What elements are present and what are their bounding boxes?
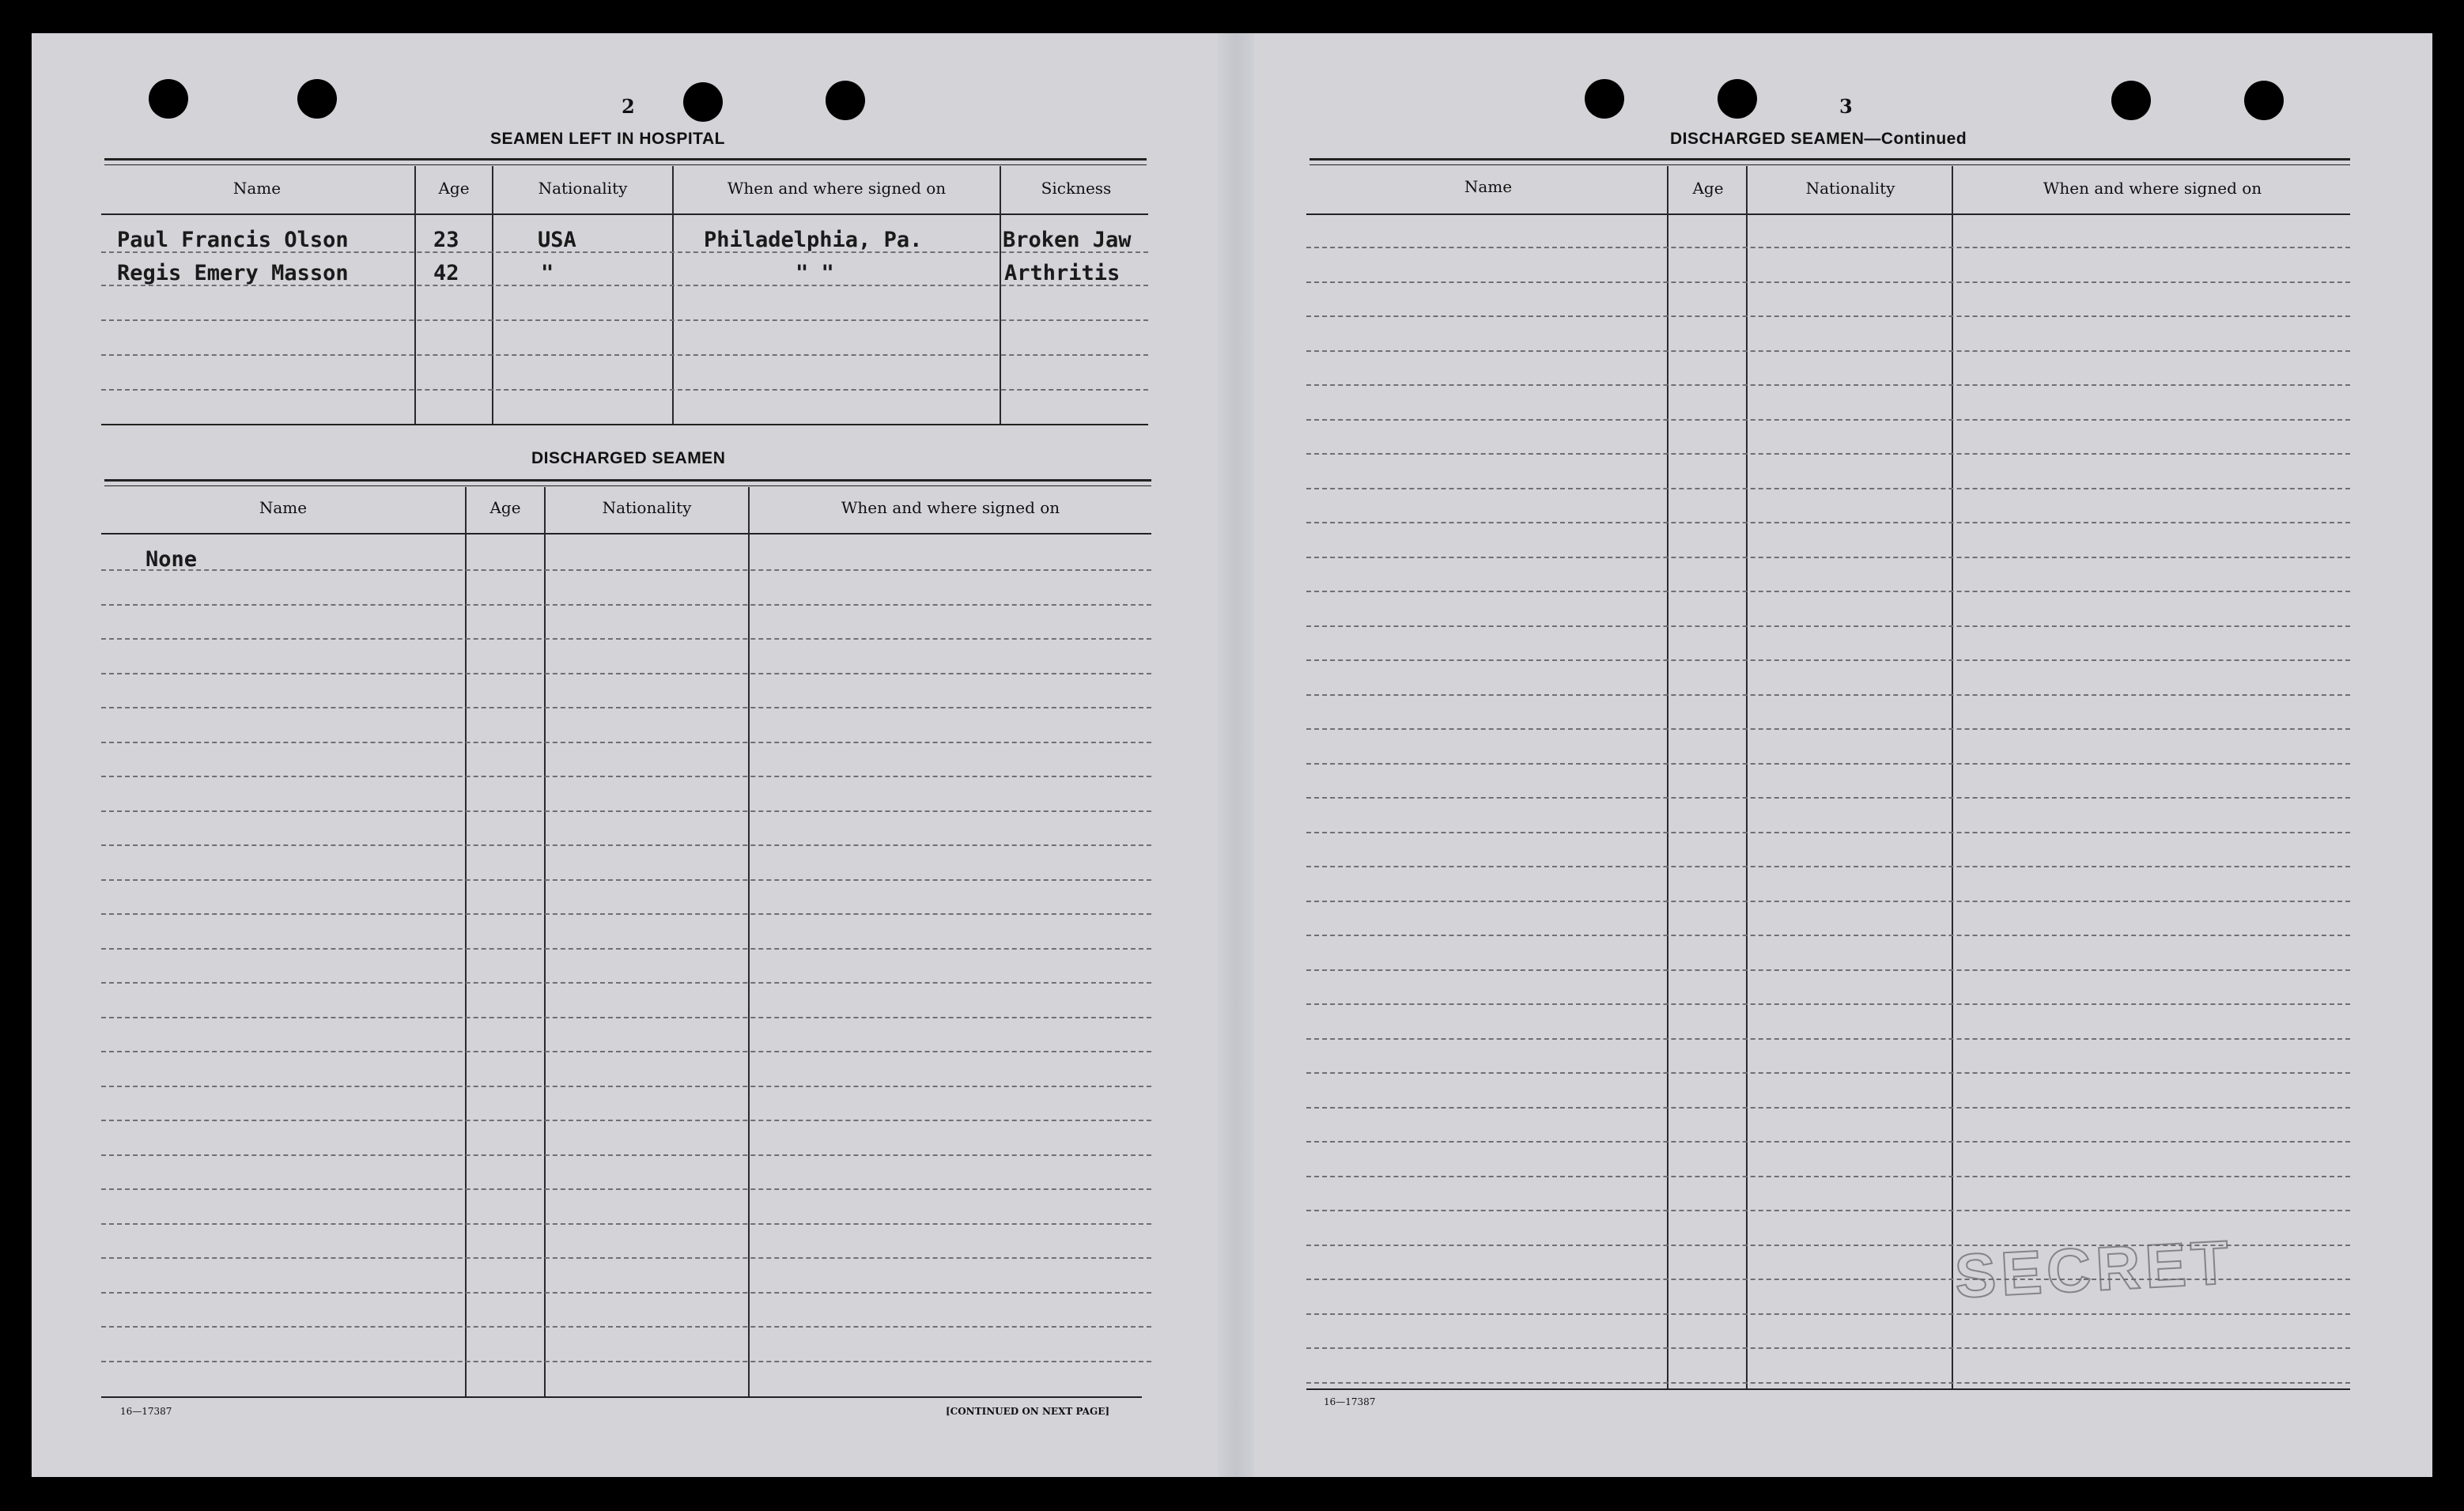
discharged-header-nationality: Nationality: [602, 498, 692, 517]
ruled-line: [1306, 453, 2350, 455]
ruled-line: [101, 1223, 1151, 1225]
ruled-line: [101, 1326, 1151, 1328]
punch-hole: [149, 79, 188, 119]
secret-stamp: SECRET: [1952, 1226, 2235, 1312]
punch-hole: [826, 81, 865, 120]
hospital-row-sickness: Broken Jaw: [1003, 228, 1132, 252]
ruled-line: [101, 844, 1151, 846]
punch-hole: [297, 79, 337, 119]
ruled-line: [1306, 488, 2350, 489]
punch-hole: [1718, 79, 1757, 119]
ruled-line: [1306, 1313, 2350, 1315]
ruled-line: [1306, 1176, 2350, 1177]
hospital-row-nationality: USA: [538, 228, 576, 252]
ruled-line: [101, 982, 1151, 984]
ruled-line: [1306, 866, 2350, 867]
ruled-line: [1306, 728, 2350, 730]
punch-hole: [2244, 81, 2284, 120]
ruled-line: [1306, 384, 2350, 386]
ruled-line: [1306, 625, 2350, 627]
discharged-header-signed-on: When and where signed on: [841, 498, 1060, 517]
discharged-continued-title: DISCHARGED SEAMEN—Continued: [1670, 130, 1967, 148]
ruled-line: [1306, 350, 2350, 352]
hospital-row-sickness: Arthritis: [1004, 261, 1121, 285]
ruled-line: [101, 1017, 1151, 1018]
ruled-line: [101, 604, 1151, 606]
page-spine: [1218, 33, 1254, 1477]
hospital-header-sickness: Sickness: [1041, 179, 1112, 198]
punch-hole: [2111, 81, 2151, 120]
ruled-line: [101, 1257, 1151, 1259]
right-header-nationality: Nationality: [1805, 179, 1895, 198]
ruled-line: [101, 707, 1151, 708]
ruled-line: [1306, 247, 2350, 248]
ruled-line: [1306, 1072, 2350, 1074]
hospital-row-signed-on: Philadelphia, Pa.: [704, 228, 923, 252]
hospital-section-title: SEAMEN LEFT IN HOSPITAL: [490, 130, 725, 148]
ruled-line: [1306, 659, 2350, 661]
ruled-line: [1306, 1107, 2350, 1109]
ruled-line: [101, 1188, 1151, 1190]
hospital-top-rule: [104, 158, 1147, 161]
continued-note: [CONTINUED ON NEXT PAGE]: [946, 1406, 1110, 1417]
ruled-line: [101, 1051, 1151, 1052]
ruled-line: [101, 638, 1151, 640]
right-header-name: Name: [1464, 177, 1513, 196]
ruled-line: [1306, 522, 2350, 523]
hospital-row-age: 23: [433, 228, 459, 252]
ruled-line: [101, 673, 1151, 674]
left-form-number: 16—17387: [120, 1406, 172, 1417]
discharged-header-age: Age: [489, 498, 521, 517]
ruled-line: [101, 1120, 1151, 1121]
discharged-row-name: None: [145, 547, 198, 572]
ruled-line: [1306, 1347, 2350, 1349]
ruled-line: [101, 1154, 1151, 1156]
left-page-number: 2: [622, 95, 635, 118]
ruled-line: [1306, 901, 2350, 902]
ruled-line: [101, 948, 1151, 950]
ruled-line: [101, 569, 1151, 571]
ruled-line: [101, 913, 1151, 915]
ruled-line: [101, 879, 1151, 881]
ruled-line: [1306, 1210, 2350, 1211]
ruled-line: [1306, 1003, 2350, 1005]
discharged-section-title: DISCHARGED SEAMEN: [531, 449, 726, 467]
ruled-line: [101, 1361, 1151, 1362]
hospital-row-signed-on: " ": [796, 261, 834, 285]
hospital-row-name: Paul Francis Olson: [117, 228, 349, 252]
ruled-line: [1306, 797, 2350, 799]
ruled-line: [1306, 969, 2350, 971]
ruled-line: [101, 810, 1151, 812]
right-page-number: 3: [1839, 95, 1853, 118]
hospital-header-signed-on: When and where signed on: [727, 179, 947, 198]
punch-hole: [683, 82, 723, 122]
ruled-line: [1306, 935, 2350, 936]
ruled-line: [1306, 1141, 2350, 1143]
ruled-line: [101, 742, 1151, 743]
hospital-row-nationality: ": [541, 261, 554, 285]
discharged-header-name: Name: [259, 498, 308, 517]
hospital-row-age: 42: [433, 261, 459, 285]
ruled-line: [1306, 832, 2350, 833]
ruled-line: [101, 1292, 1151, 1294]
ruled-line: [1306, 1038, 2350, 1040]
ruled-line: [1306, 694, 2350, 696]
right-header-age: Age: [1692, 179, 1724, 198]
ruled-line: [101, 776, 1151, 777]
right-header-signed-on: When and where signed on: [2043, 179, 2262, 198]
right-form-number: 16—17387: [1324, 1396, 1376, 1407]
ruled-line: [1306, 557, 2350, 558]
ruled-line: [1306, 1382, 2350, 1384]
hospital-header-age: Age: [438, 179, 470, 198]
ruled-line: [1306, 281, 2350, 283]
ruled-line: [101, 1086, 1151, 1087]
ruled-line: [1306, 763, 2350, 765]
hospital-header-rule: [101, 213, 1148, 215]
ruled-line: [1306, 419, 2350, 421]
punch-hole: [1585, 79, 1624, 119]
hospital-header-name: Name: [232, 179, 282, 198]
ruled-line: [1306, 591, 2350, 592]
hospital-row-name: Regis Emery Masson: [117, 261, 349, 285]
hospital-header-nationality: Nationality: [538, 179, 628, 198]
ruled-line: [1306, 315, 2350, 317]
